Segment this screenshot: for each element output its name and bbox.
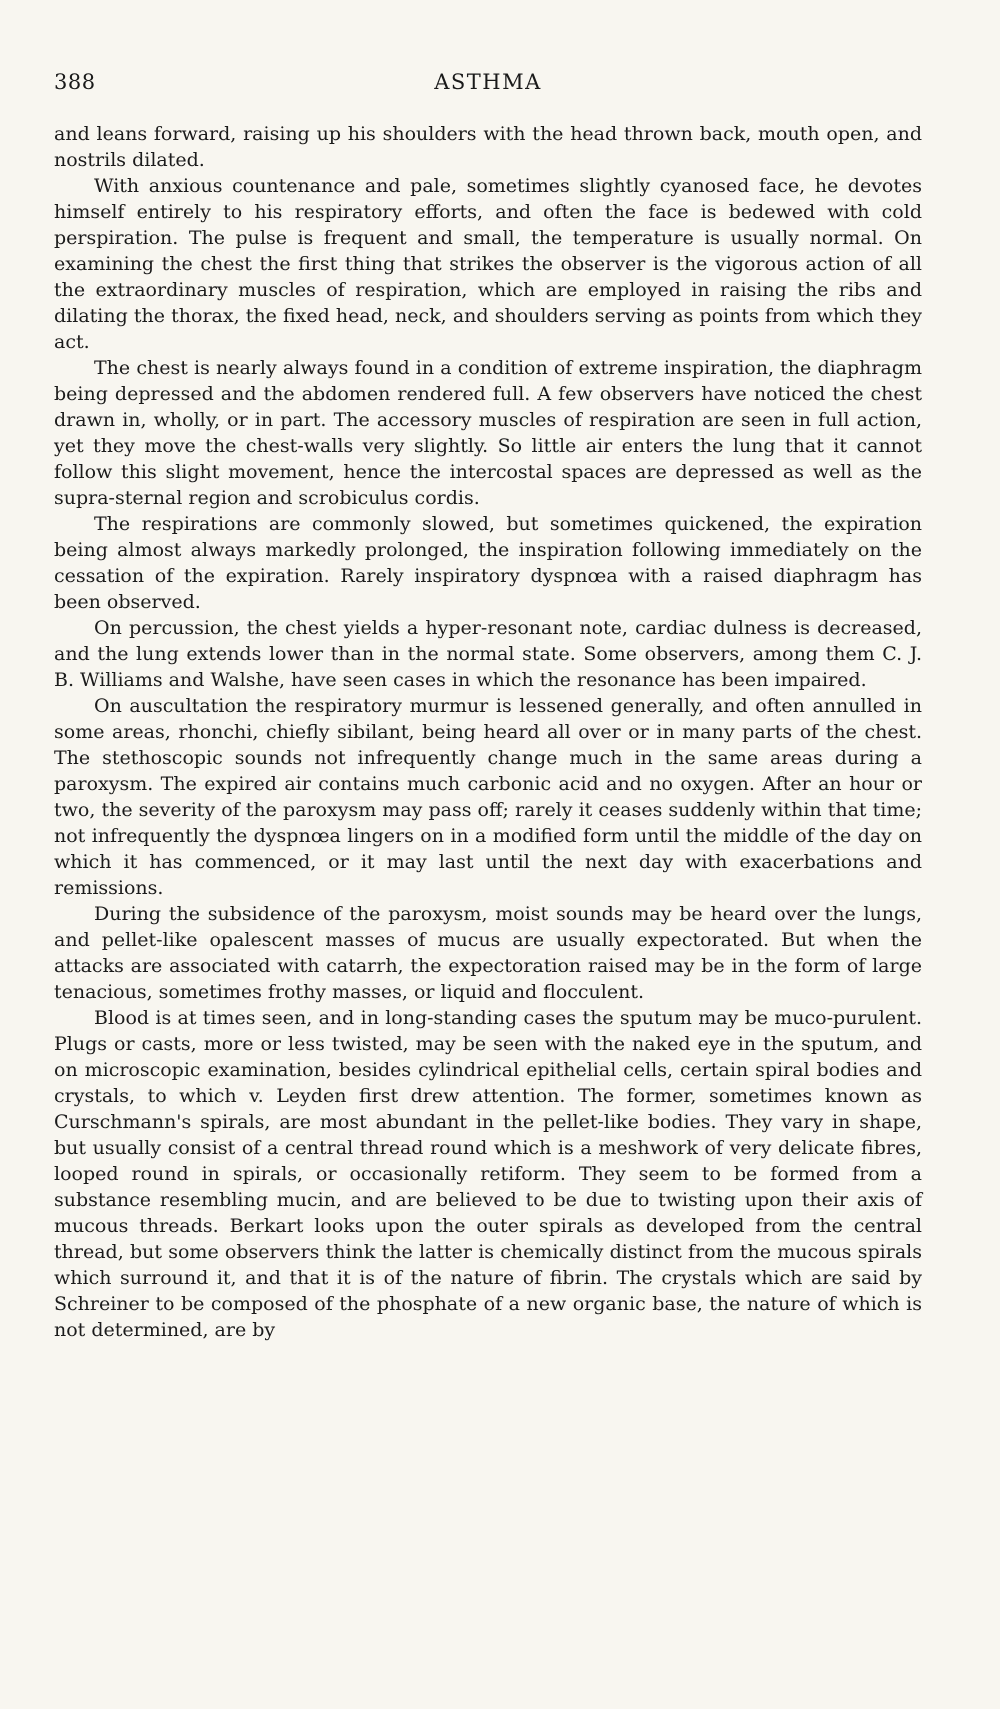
paragraph-auscultation: On auscultation the respiratory murmur is lessened generally, and often annulled in some areas, rhonchi, chiefly sibilant, being heard all over or in many parts of the chest. The stethoscopic sounds not infrequently change much in the same areas during a paroxysm. The expired air contains much carbonic acid and no oxygen. After an hour or two, the severity of the paroxysm may pass off; rarely it ceases suddenly within that time; not infrequently the dyspnœa lingers on in a modified form until the middle of the day on which it has commenced, or it may last until the next day with exacerbations and remissions. bbox=[54, 695, 922, 899]
paragraph-blood-sputum: Blood is at times seen, and in long-standing cases the sputum may be muco-purulent. Plugs or casts, more or less twisted, may be seen with the naked eye in the sputum, and on microscopic examination, besides cylindrical epithelial cells, certain spiral bodies and crystals, to which v. Leyden first drew attention. The former, sometimes known as Curschmann's spirals, are most abundant in the pellet-like bodies. They vary in shape, but usually consist of a central thread round which is a meshwork of very delicate fibres, looped round in spirals, or occasionally retiform. They seem to be formed from a substance resembling mucin, and are believed to be due to twisting upon their axis of mucous threads. Berkart looks upon the outer spirals as developed from the central thread, but some observers think the latter is chemically distinct from the mucous spirals which surround it, and that it is of the nature of fibrin. The crystals which are said by Schreiner to be composed of the phosphate of a new organic base, the nature of which is not determined, are by bbox=[54, 1007, 922, 1341]
paragraph-respirations: The respirations are commonly slowed, but sometimes quickened, the expiration being almost always markedly prolonged, the inspiration following immediately on the cessation of the expiration. Rarely inspiratory dyspnœa with a raised diaphragm has been observed. bbox=[54, 513, 922, 613]
page-header bbox=[54, 70, 922, 100]
page-body bbox=[54, 121, 922, 1343]
paragraph-subsidence: During the subsidence of the paroxysm, moist sounds may be heard over the lungs, and pellet-like opalescent masses of mucus are usually expectorated. But when the attacks are associated with catarrh, the expectoration raised may be in the form of large tenacious, sometimes frothy masses, or liquid and flocculent. bbox=[54, 903, 922, 1003]
paragraph-chest-inspiration: The chest is nearly always found in a condition of extreme inspiration, the diaphragm being depressed and the abdomen rendered full. A few observers have noticed the chest drawn in, wholly, or in part. The accessory muscles of respiration are seen in full action, yet they move the chest-walls very slightly. So little air enters the lung that it cannot follow this slight movement, hence the intercostal spaces are depressed as well as the supra-sternal region and scrobiculus cordis. bbox=[54, 357, 922, 509]
paragraph-countenance: With anxious countenance and pale, sometimes slightly cyanosed face, he devotes himself entirely to his respiratory efforts, and often the face is bedewed with cold perspiration. The pulse is frequent and small, the temperature is usually normal. On examining the chest the first thing that strikes the observer is the vigorous action of all the extraordinary muscles of respiration, which are employed in raising the ribs and dilating the thorax, the fixed head, neck, and shoulders serving as points from which they act. bbox=[54, 175, 922, 353]
paragraph-percussion: On percussion, the chest yields a hyper-resonant note, cardiac dulness is decreased, and the lung extends lower than in the normal state. Some observers, among them C. J. B. Williams and Walshe, have seen cases in which the resonance has been impaired. bbox=[54, 617, 922, 691]
running-title: ASTHMA bbox=[434, 70, 542, 94]
paragraph-continuation: and leans forward, raising up his shoulders with the head thrown back, mouth open, and nostrils dilated. bbox=[54, 123, 922, 171]
page-number: 388 bbox=[54, 70, 96, 94]
